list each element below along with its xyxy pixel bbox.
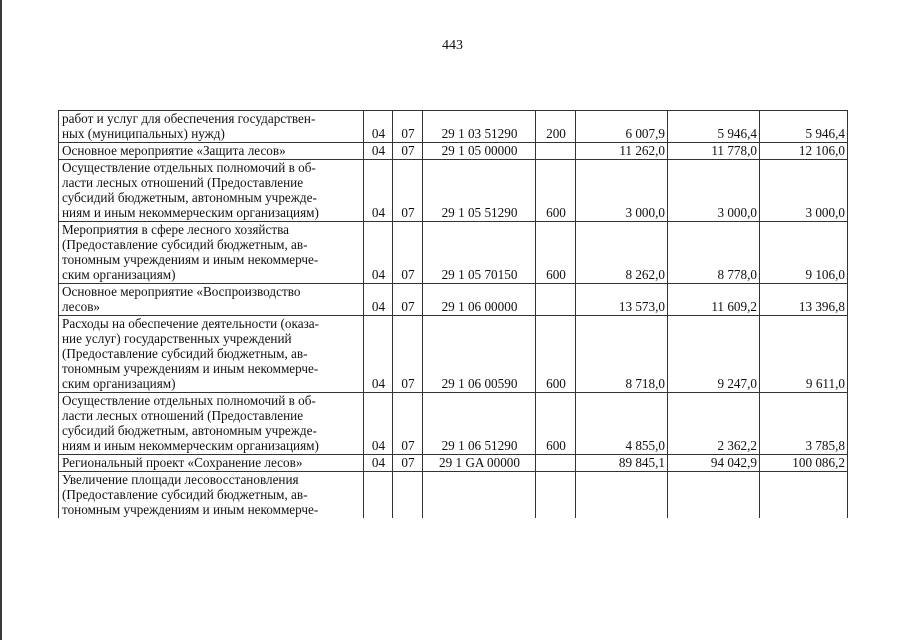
table-row [59,222,848,284]
amount-year-3: 13 396,8 [760,284,848,316]
table-row [59,143,848,160]
subsection-code: 07 [393,284,423,316]
expense-type-code [536,143,576,160]
description-line: работ и услуг для обеспечения государствен- [62,111,316,126]
row-description [59,393,364,455]
subsection-code: 07 [393,160,423,222]
amount-year-3: 12 106,0 [760,143,848,160]
description-line: субсидий бюджетным, автономным учрежде- [62,423,317,438]
amount-year-3 [760,472,848,519]
target-article-code: 29 1 05 51290 [423,160,536,222]
subsection-code: 07 [393,143,423,160]
row-description [59,222,364,284]
row-description [59,316,364,393]
description-line: ским организациям) [62,267,176,282]
description-line: Основное мероприятие «Воспроизводство [62,284,301,299]
description-line: ние услуг) государственных учреждений [62,331,292,346]
section-code [364,472,393,519]
expense-type-code: 600 [536,316,576,393]
section-code: 04 [364,111,393,143]
amount-year-1: 89 845,1 [576,455,668,472]
section-code: 04 [364,222,393,284]
section-code: 04 [364,160,393,222]
expense-type-code [536,455,576,472]
amount-year-3: 100 086,2 [760,455,848,472]
description-line: ниям и иным некоммерческим организациям) [62,438,319,453]
target-article-code [423,472,536,519]
page-number: 443 [442,38,463,53]
description-line: ласти лесных отношений (Предоставление [62,408,304,423]
table-row [59,160,848,222]
description-line: Мероприятия в сфере лесного хозяйства [62,222,290,237]
amount-year-3: 5 946,4 [760,111,848,143]
expense-type-code: 600 [536,393,576,455]
expense-type-code: 600 [536,222,576,284]
amount-year-2: 11 609,2 [668,284,760,316]
row-description [59,160,364,222]
description-line: ных (муниципальных) нужд) [62,126,225,141]
target-article-code: 29 1 05 00000 [423,143,536,160]
amount-year-1 [576,472,668,519]
target-article-code: 29 1 05 70150 [423,222,536,284]
amount-year-3: 3 000,0 [760,160,848,222]
description-line: тономным учреждениям и иным некоммерче- [62,252,319,267]
target-article-code: 29 1 GA 00000 [423,455,536,472]
expense-type-code: 600 [536,160,576,222]
description-line: ласти лесных отношений (Предоставление [62,175,304,190]
description-line: (Предоставление субсидий бюджетным, ав- [62,237,308,252]
description-line: Основное мероприятие «Защита лесов» [62,143,286,158]
subsection-code: 07 [393,455,423,472]
budget-table [58,110,848,518]
subsection-code: 07 [393,393,423,455]
section-code: 04 [364,143,393,160]
table-row [59,393,848,455]
amount-year-3: 3 785,8 [760,393,848,455]
description-line: Расходы на обеспечение деятельности (оказа- [62,316,320,331]
section-code: 04 [364,455,393,472]
table-row [59,111,848,143]
description-line: тономным учреждениям и иным некоммерче- [62,502,319,517]
amount-year-1: 11 262,0 [576,143,668,160]
section-code: 04 [364,316,393,393]
target-article-code: 29 1 03 51290 [423,111,536,143]
row-description [59,143,364,160]
subsection-code: 07 [393,316,423,393]
amount-year-2: 2 362,2 [668,393,760,455]
expense-type-code [536,284,576,316]
scan-left-edge [0,0,2,640]
table-row [59,284,848,316]
amount-year-2: 11 778,0 [668,143,760,160]
amount-year-2: 94 042,9 [668,455,760,472]
row-description [59,472,364,519]
row-description [59,455,364,472]
section-code: 04 [364,393,393,455]
subsection-code: 07 [393,222,423,284]
amount-year-3: 9 106,0 [760,222,848,284]
subsection-code [393,472,423,519]
row-description [59,111,364,143]
description-line: Увеличение площади лесовосстановления [62,472,299,487]
amount-year-1: 8 718,0 [576,316,668,393]
amount-year-1: 8 262,0 [576,222,668,284]
amount-year-1: 6 007,9 [576,111,668,143]
amount-year-2: 9 247,0 [668,316,760,393]
description-line: (Предоставление субсидий бюджетным, ав- [62,487,308,502]
amount-year-2: 3 000,0 [668,160,760,222]
target-article-code: 29 1 06 51290 [423,393,536,455]
row-description [59,284,364,316]
target-article-code: 29 1 06 00590 [423,316,536,393]
description-line: Осуществление отдельных полномочий в об- [62,160,316,175]
table-row [59,316,848,393]
amount-year-3: 9 611,0 [760,316,848,393]
amount-year-1: 13 573,0 [576,284,668,316]
description-line: ниям и иным некоммерческим организациям) [62,205,319,220]
amount-year-2: 8 778,0 [668,222,760,284]
subsection-code: 07 [393,111,423,143]
description-line: (Предоставление субсидий бюджетным, ав- [62,346,308,361]
target-article-code: 29 1 06 00000 [423,284,536,316]
expense-type-code [536,472,576,519]
amount-year-1: 4 855,0 [576,393,668,455]
description-line: субсидий бюджетным, автономным учрежде- [62,190,317,205]
description-line: ским организациям) [62,376,176,391]
amount-year-1: 3 000,0 [576,160,668,222]
table-row [59,472,848,519]
description-line: Осуществление отдельных полномочий в об- [62,393,316,408]
table-row [59,455,848,472]
amount-year-2 [668,472,760,519]
expense-type-code: 200 [536,111,576,143]
description-line: Региональный проект «Сохранение лесов» [62,455,303,470]
description-line: тономным учреждениям и иным некоммерче- [62,361,319,376]
description-line: лесов» [62,299,101,314]
amount-year-2: 5 946,4 [668,111,760,143]
section-code: 04 [364,284,393,316]
